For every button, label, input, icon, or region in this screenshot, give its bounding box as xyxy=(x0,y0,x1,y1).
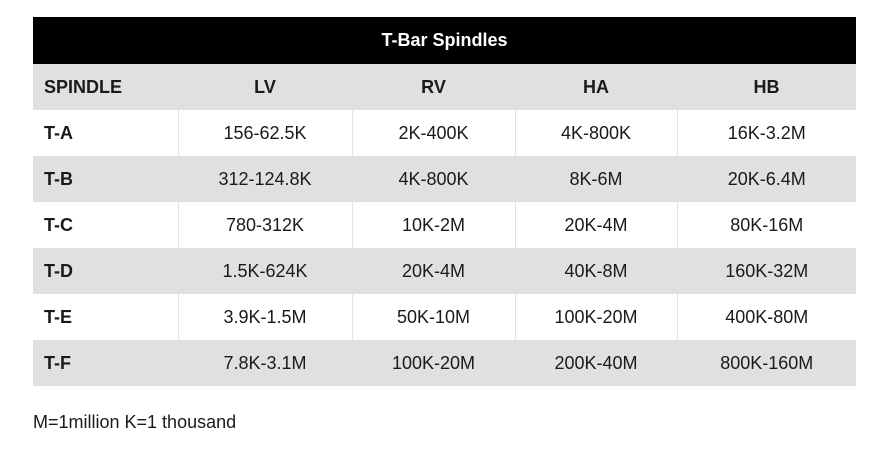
hb-cell: 400K-80M xyxy=(677,294,856,340)
table-row xyxy=(33,110,856,156)
rv-cell: 10K-2M xyxy=(352,202,515,248)
hb-cell: 16K-3.2M xyxy=(677,110,856,156)
header-rv: RV xyxy=(352,64,515,110)
hb-cell: 160K-32M xyxy=(677,248,856,294)
rv-cell: 100K-20M xyxy=(352,340,515,386)
ha-cell: 20K-4M xyxy=(515,202,677,248)
spindle-name-cell: T-A xyxy=(33,110,178,156)
ha-cell: 4K-800K xyxy=(515,110,677,156)
table-title: T-Bar Spindles xyxy=(33,17,856,64)
lv-cell: 7.8K-3.1M xyxy=(178,340,352,386)
rv-cell: 20K-4M xyxy=(352,248,515,294)
header-row xyxy=(33,64,856,110)
header-ha: HA xyxy=(515,64,677,110)
spindle-name-cell: T-F xyxy=(33,340,178,386)
table-row xyxy=(33,340,856,386)
lv-cell: 3.9K-1.5M xyxy=(178,294,352,340)
ha-cell: 200K-40M xyxy=(515,340,677,386)
spindle-name-cell: T-E xyxy=(33,294,178,340)
lv-cell: 1.5K-624K xyxy=(178,248,352,294)
header-spindle: SPINDLE xyxy=(33,64,178,110)
header-hb: HB xyxy=(677,64,856,110)
lv-cell: 312-124.8K xyxy=(178,156,352,202)
ha-cell: 40K-8M xyxy=(515,248,677,294)
spindle-name-cell: T-D xyxy=(33,248,178,294)
table-row xyxy=(33,248,856,294)
spindle-table xyxy=(33,17,856,386)
ha-cell: 100K-20M xyxy=(515,294,677,340)
rv-cell: 4K-800K xyxy=(352,156,515,202)
ha-cell: 8K-6M xyxy=(515,156,677,202)
lv-cell: 156-62.5K xyxy=(178,110,352,156)
rv-cell: 50K-10M xyxy=(352,294,515,340)
header-lv: LV xyxy=(178,64,352,110)
table-row xyxy=(33,294,856,340)
lv-cell: 780-312K xyxy=(178,202,352,248)
table-row xyxy=(33,156,856,202)
rv-cell: 2K-400K xyxy=(352,110,515,156)
spindle-name-cell: T-B xyxy=(33,156,178,202)
spindle-name-cell: T-C xyxy=(33,202,178,248)
hb-cell: 80K-16M xyxy=(677,202,856,248)
hb-cell: 800K-160M xyxy=(677,340,856,386)
hb-cell: 20K-6.4M xyxy=(677,156,856,202)
table-row xyxy=(33,202,856,248)
unit-footnote: M=1million K=1 thousand xyxy=(33,412,237,432)
